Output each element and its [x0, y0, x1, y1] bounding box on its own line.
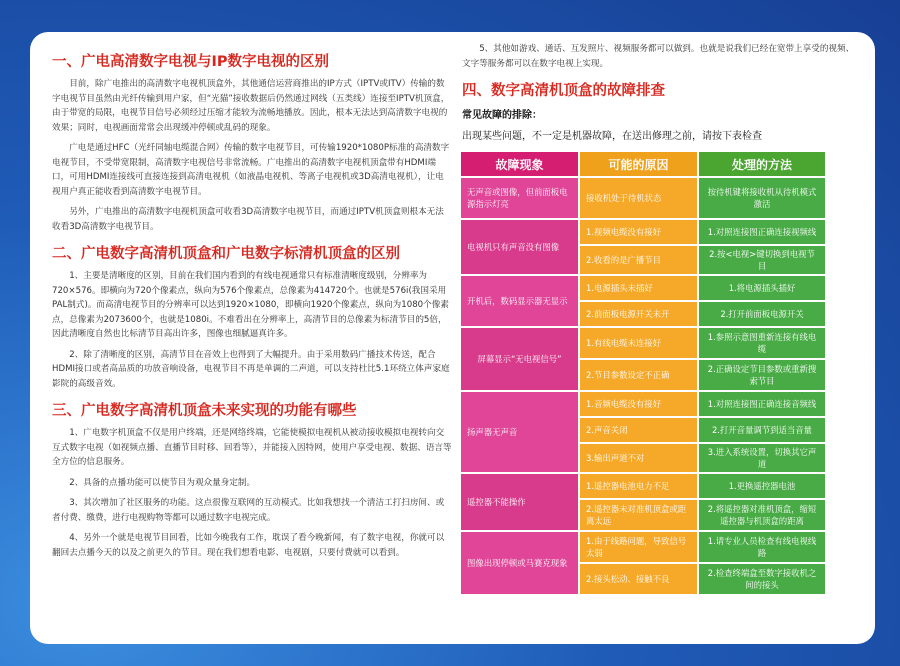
fix-cell: 1.参照示意图重新连接有线电缆 — [699, 328, 825, 358]
cause-cell: 1.有线电缆未连接好 — [580, 328, 697, 358]
section-heading-2: 二、广电数字高清机顶盒和广电数字标清机顶盒的区别 — [52, 246, 400, 262]
cause-cell: 2.声音关闭 — [580, 418, 697, 442]
paragraph: 1、广电数字机顶盒不仅是用户终端，还是网络终端，它能使模拟电视机从被动接收模拟电视转向交互式数字电视（如视频点播、直播节目时移、回看等），并能接入因特网，使用户享受电视、数据、语言等全方位的信息服务。 — [52, 428, 452, 467]
cause-cell: 1.视频电缆没有接好 — [580, 220, 697, 244]
symptom-cell: 无声音或图像，但前面板电源指示灯亮 — [461, 178, 578, 218]
cause-cell: 1.由于线路问题，导致信号太弱 — [580, 532, 697, 562]
subheading: 常见故障的排除： — [462, 110, 542, 121]
section-heading-1: 一、广电高清数字电视与IP数字电视的区别 — [52, 54, 330, 70]
fix-cell: 2.将遥控器对准机顶盒，缩短遥控器与机顶盒的距离 — [699, 500, 825, 530]
col-header-cause: 可能的原因 — [580, 152, 697, 176]
cause-cell: 2.遥控器未对准机顶盒或距离太远 — [580, 500, 697, 530]
fix-cell: 2.打开音量调节到适当音量 — [699, 418, 825, 442]
symptom-cell: 遥控器不能操作 — [461, 474, 578, 530]
fix-cell: 2.检查终端盒至数字接收机之间的接头 — [699, 564, 825, 594]
paragraph: 2、具备的点播功能可以使节目为观众量身定制。 — [69, 477, 256, 488]
left-column — [52, 42, 452, 566]
fix-cell: 3.进入系统设置，切换其它声道 — [699, 444, 825, 472]
right-column — [462, 42, 862, 596]
paragraph: 另外，广电推出的高清数字电视机顶盒可收看3D高清数字电视节目，而通过IPTV机顶盒则根本无法收看3D高清数字电视节目。 — [52, 207, 444, 232]
fix-cell: 1.更换遥控器电池 — [699, 474, 825, 498]
fix-cell: 2.打开前面板电源开关 — [699, 302, 825, 326]
cause-cell: 1.音频电缆没有接好 — [580, 392, 697, 416]
cause-cell: 1.遥控器电池电力不足 — [580, 474, 697, 498]
cause-cell: 2.接头松动、接触不良 — [580, 564, 697, 594]
fix-cell: 1.对照连接图正确连接音频线 — [699, 392, 825, 416]
fix-cell: 2.按<电视>键切换到电视节目 — [699, 246, 825, 274]
fix-cell: 1.将电源插头插好 — [699, 276, 825, 300]
intro-text: 出现某些问题，不一定是机器故障，在送出修理之前，请按下表检查 — [462, 131, 762, 142]
paragraph: 3、其次增加了社区服务的功能。这点很像互联网的互动模式。比如我想找一个清洁工打扫房间、或者付费、缴费，进行电视购物等都可以通过数字电视完成。 — [52, 498, 445, 523]
paragraph: 2、除了清晰度的区别，高清节目在音效上也得到了大幅提升。由于采用数码广播技术传送，配合HDMI接口或者高品质的功放音响设备，电视节目不再是单调的二声道，可以支持杜比5.1环绕立体声家庭影院的高级音效。 — [52, 349, 450, 389]
paragraph: 5、其他如游戏、通话、互发照片、视频服务都可以做到。也就是说我们已经在宽带上享受的视频、文字等服务都可以在数字电视上实现。 — [462, 44, 855, 69]
symptom-cell: 屏幕显示“无电视信号” — [461, 328, 578, 390]
symptom-cell: 电视机只有声音没有图像 — [461, 220, 578, 274]
paragraph: 1、主要是清晰度的区别，目前在我们国内看到的有线电视通常只有标准清晰度级别，分辨率为720×576。即横向为720个像素点，纵向为576个像素点，总像素为414720个。也就是576i(我国采用PAL制式)。而高清电视节目的分辨率可以达到1920×1080，即横向1920个像素点，纵向为1080个像素点，总像素为2073600个，也就是1080i。不难看出在分辨率上，高清节目的总像素为标清节目的5倍，因此清晰度自然也比标清节目高出许多，图像也细腻逼真许多。 — [52, 271, 449, 339]
paragraph: 目前，除广电推出的高清数字电视机顶盒外，其他通信运营商推出的IP方式（IPTV或ITV）传输的数字电视节目虽然由光纤传输到用户家，但“光猫”接收数据后仍然通过网线（五类线）连接至IPTV机顶盒，由于带宽的局限，电视节目信号必须经过压缩才能较为流畅地播放。因此，根本无法达到高清数字电视的效果；同时，电视画面常常会出现缓冲停顿或乱码的现象。 — [52, 79, 450, 133]
cause-cell: 1.电源插头未插好 — [580, 276, 697, 300]
symptom-cell: 开机后，数码显示器无显示 — [461, 276, 578, 326]
col-header-fix: 处理的方法 — [699, 152, 825, 176]
fix-cell: 1.对照连接图正确连接视频线 — [699, 220, 825, 244]
fix-cell: 1.请专业人员检查有线电视线路 — [699, 532, 825, 562]
paragraph: 广电是通过HFC（光纤同轴电缆混合网）传输的数字电视节目，可传输1920*1080P标准的高清数字电视节目，不受带宽限制，高清数字电视信号非常流畅。广电推出的高清数字电视机顶盒带有HDMI端口，可用HDMI连接线可直接连接到高清电视机（如液晶电视机、等离子电视机或3D高清电视机），让电视用户真正能收看到高清数字电视节目。 — [52, 143, 450, 197]
cause-cell: 3.输出声道不对 — [580, 444, 697, 472]
symptom-cell: 图像出现停顿或马赛克现象 — [461, 532, 578, 594]
cause-cell: 2.收看的是广播节目 — [580, 246, 697, 274]
troubleshooting-table — [459, 150, 827, 596]
symptom-cell: 扬声器无声音 — [461, 392, 578, 472]
paragraph: 4、另外一个就是电视节目回看，比如今晚我有工作，耽误了看今晚新闻，有了数字电视，你就可以翻回去点播今天的以及之前更久的节目。现在我们想看电影、电视剧，只要付费就可以看到。 — [52, 533, 445, 558]
cause-cell: 2.节目参数设定不正确 — [580, 360, 697, 390]
brochure-panel — [30, 32, 875, 644]
col-header-symptom: 故障现象 — [461, 152, 578, 176]
cause-cell: 2.前面板电源开关未开 — [580, 302, 697, 326]
fix-cell: 2.正确设定节目参数或重新搜索节目 — [699, 360, 825, 390]
fix-cell: 按待机键将接收机从待机模式激活 — [699, 178, 825, 218]
section-heading-4: 四、数字高清机顶盒的故障排查 — [462, 83, 665, 99]
section-heading-3: 三、广电数字高清机顶盒未来实现的功能有哪些 — [52, 403, 357, 419]
cause-cell: 接收机处于待机状态 — [580, 178, 697, 218]
